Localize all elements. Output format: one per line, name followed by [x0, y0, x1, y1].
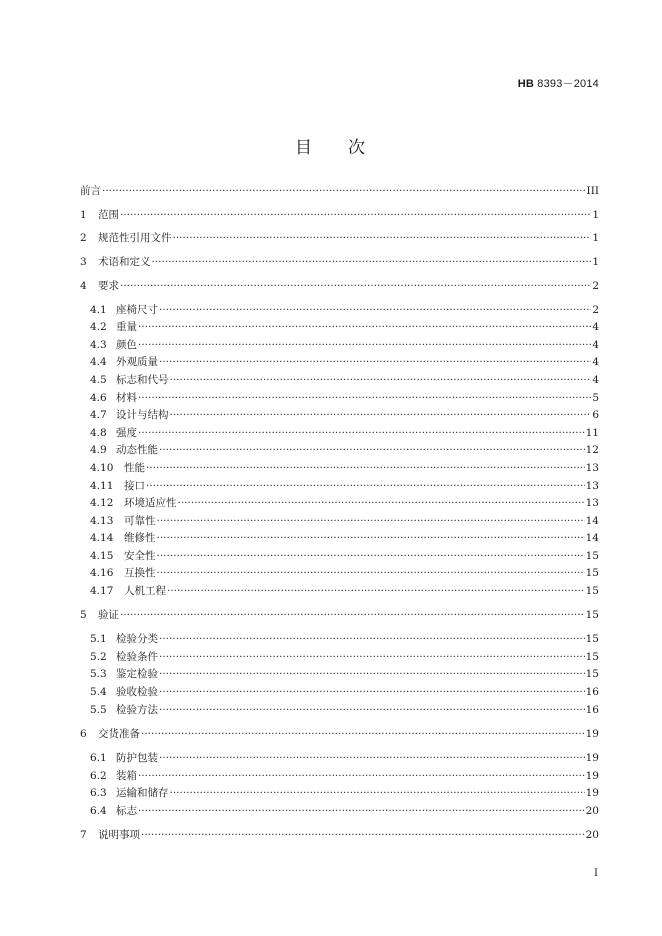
toc-entry-number: 4: [80, 280, 87, 292]
toc-leader-dots: [120, 207, 591, 223]
toc-entry-page: 15: [585, 585, 599, 597]
toc-leader-dots: [178, 495, 585, 511]
toc-entry-label: 交货准备: [98, 728, 140, 740]
toc-entry-number: 4.14: [90, 532, 114, 544]
toc-entry-number: 5.4: [90, 686, 107, 698]
toc-entry-page: 6: [592, 409, 599, 421]
toc-leader-dots: [159, 354, 591, 370]
toc-entry-number: 4.5: [90, 374, 107, 386]
toc-entry[interactable]: [90, 513, 599, 529]
toc-entry[interactable]: [80, 278, 599, 294]
toc-entry-number: 4.15: [90, 550, 114, 562]
toc-entry[interactable]: [90, 750, 599, 766]
toc-entry-label: 维修性: [124, 532, 156, 544]
toc-entry[interactable]: [90, 337, 599, 353]
toc-entry-label: 鉴定检验: [116, 668, 158, 680]
toc-entry-number: 6.1: [90, 752, 107, 764]
toc-entry-page: 2: [592, 304, 599, 316]
toc-leader-dots: [159, 442, 585, 458]
toc-entry-label: 环境适应性: [124, 497, 177, 509]
toc-entry-number: 4.10: [90, 462, 114, 474]
standard-prefix: HB: [517, 78, 534, 90]
toc-entry-number: 4.16: [90, 567, 114, 579]
toc-entry-label: 标志和代号: [116, 374, 169, 386]
toc-entry-label: 强度: [116, 427, 137, 439]
toc-entry-page: 15: [585, 651, 599, 663]
toc-entry-page: 13: [585, 480, 599, 492]
toc-leader-dots: [170, 785, 585, 801]
toc-entry-number: 4.3: [90, 339, 107, 351]
toc-leader-dots: [167, 583, 585, 599]
toc-entry[interactable]: [80, 254, 599, 270]
toc-entry-label: 重量: [116, 321, 137, 333]
toc-entry-page: 15: [585, 550, 599, 562]
toc-leader-dots: [152, 254, 592, 270]
toc-entry[interactable]: [90, 354, 599, 370]
toc-entry-page: 14: [585, 515, 599, 527]
toc-entry-page: 13: [585, 497, 599, 509]
toc-leader-dots: [157, 548, 585, 564]
toc-entry-label: 设计与结构: [116, 409, 169, 421]
toc-entry-number: 5.5: [90, 704, 107, 716]
title-char-left: 目: [295, 138, 314, 158]
toc-entry-page: 1: [592, 232, 599, 244]
toc-entry[interactable]: [90, 495, 599, 511]
toc-entry-number: 4.2: [90, 321, 107, 333]
toc-entry-page: 19: [585, 728, 599, 740]
standard-code: [518, 75, 599, 91]
toc-leader-dots: [159, 649, 585, 665]
toc-entry-page: 20: [585, 829, 599, 841]
toc-entry-label: 范围: [98, 209, 119, 221]
toc-entry[interactable]: [90, 565, 599, 581]
toc-entry-number: 4.4: [90, 356, 107, 368]
toc-entry-page: 19: [585, 752, 599, 764]
toc-entry-label: 验证: [98, 609, 119, 621]
toc-entry[interactable]: [90, 684, 599, 700]
toc-entry-number: 2: [80, 232, 87, 244]
toc-entry-label: 材料: [116, 392, 137, 404]
toc-leader-dots: [157, 530, 585, 546]
toc-entry[interactable]: [80, 230, 599, 246]
toc-entry-page: 15: [585, 609, 599, 621]
toc-entry-number: 5.3: [90, 668, 107, 680]
toc-entry[interactable]: [90, 407, 599, 423]
toc-leader-dots: [157, 513, 585, 529]
toc-entry-page: 13: [585, 462, 599, 474]
toc-leader-dots: [120, 607, 585, 623]
toc-leader-dots: [120, 278, 591, 294]
toc-entry-number: 4.7: [90, 409, 107, 421]
toc-entry-page: 4: [592, 321, 599, 333]
toc-entry[interactable]: [90, 649, 599, 665]
toc-entry-number: 6.3: [90, 787, 107, 799]
toc-leader-dots: [138, 337, 591, 353]
toc-entry[interactable]: [90, 425, 599, 441]
toc-entry-page: 12: [585, 444, 599, 456]
toc-entry-page: 16: [585, 704, 599, 716]
title-char-right: 次: [348, 138, 367, 158]
toc-leader-dots: [138, 319, 591, 335]
toc-leader-dots: [159, 702, 585, 718]
toc-entry-label: 装箱: [116, 770, 137, 782]
toc-leader-dots: [159, 631, 585, 647]
toc-leader-dots: [146, 478, 585, 494]
toc-entry[interactable]: [90, 803, 599, 819]
toc-entry-label: 动态性能: [116, 444, 158, 456]
toc-entry-label: 要求: [98, 280, 119, 292]
toc-leader-dots: [159, 302, 591, 318]
toc-entry[interactable]: [90, 442, 599, 458]
toc-entry[interactable]: [90, 785, 599, 801]
toc-leader-dots: [170, 372, 592, 388]
toc-entry-number: 4.12: [90, 497, 114, 509]
toc-entry-page: 15: [585, 567, 599, 579]
standard-number: 8393－2014: [537, 78, 599, 90]
toc-entry-page: 19: [585, 770, 599, 782]
toc-entry-number: 4.6: [90, 392, 107, 404]
toc-entry[interactable]: [90, 548, 599, 564]
toc-entry-page: 4: [592, 339, 599, 351]
toc-entry[interactable]: [90, 372, 599, 388]
toc-entry-page: 4: [592, 374, 599, 386]
toc-leader-dots: [159, 684, 585, 700]
toc-entry-page: 5: [592, 392, 599, 404]
toc-entry-number: 4.8: [90, 427, 107, 439]
toc-entry-number: 4.13: [90, 515, 114, 527]
toc-entry-label: 标志: [116, 805, 137, 817]
toc-entry-label: 座椅尺寸: [116, 304, 158, 316]
toc-entry[interactable]: [90, 583, 599, 599]
toc-entry[interactable]: [90, 302, 599, 318]
toc-entry[interactable]: [90, 390, 599, 406]
toc-leader-dots: [138, 425, 585, 441]
toc-entry-label: 验收检验: [116, 686, 158, 698]
page-number: I: [594, 868, 598, 879]
toc-leader-dots: [170, 407, 592, 423]
toc-leader-dots: [159, 666, 585, 682]
toc-entry[interactable]: [90, 319, 599, 335]
toc-entry-label: 颜色: [116, 339, 137, 351]
toc-leader-dots: [138, 768, 585, 784]
toc-entry[interactable]: [80, 827, 599, 843]
page-title: [0, 133, 662, 158]
toc-entry-number: 3: [80, 256, 87, 268]
toc-entry[interactable]: [80, 726, 599, 742]
toc-entry-label: 人机工程: [124, 585, 166, 597]
toc-leader-dots: [138, 390, 591, 406]
toc-entry-number: 4.17: [90, 585, 114, 597]
toc-entry[interactable]: [90, 530, 599, 546]
toc-entry-number: 7: [80, 829, 87, 841]
toc-entry-page: 1: [592, 256, 599, 268]
toc-entry-number: 5.2: [90, 651, 107, 663]
toc-entry[interactable]: [90, 478, 599, 494]
toc-leader-dots: [146, 460, 585, 476]
toc-entry-page: 11: [585, 427, 599, 439]
toc-entry-page: 16: [585, 686, 599, 698]
toc-entry[interactable]: [90, 631, 599, 647]
toc-entry-label: 说明事项: [98, 829, 140, 841]
toc-entry-label: 运输和储存: [116, 787, 169, 799]
toc-entry-number: 6.2: [90, 770, 107, 782]
toc-entry[interactable]: [80, 207, 599, 223]
toc-leader-dots: [157, 565, 585, 581]
toc-leader-dots: [141, 726, 585, 742]
toc-entry-page: 20: [585, 805, 599, 817]
toc-entry-label: 防护包装: [116, 752, 158, 764]
toc-entry-label: 安全性: [124, 550, 156, 562]
toc-entry-label: 术语和定义: [98, 256, 151, 268]
toc-leader-dots: [173, 230, 592, 246]
toc-entry-number: 5: [80, 609, 87, 621]
toc-leader-dots: [141, 827, 585, 843]
toc-leader-dots: [102, 183, 586, 199]
toc-entry-label: 前言: [80, 185, 101, 197]
toc-entry-label: 规范性引用文件: [98, 232, 172, 244]
toc-entry-number: 5.1: [90, 633, 107, 645]
toc-leader-dots: [138, 803, 585, 819]
toc-entry-number: 4.1: [90, 304, 107, 316]
toc-entry-label: 检验方法: [116, 704, 158, 716]
toc-entry-page: 1: [592, 209, 599, 221]
toc-entry-page: 2: [592, 280, 599, 292]
toc-entry[interactable]: [90, 460, 599, 476]
toc-entry-page: 15: [585, 668, 599, 680]
toc-entry-label: 检验分类: [116, 633, 158, 645]
toc-entry-number: 6: [80, 728, 87, 740]
toc-entry-number: 1: [80, 209, 87, 221]
toc-entry-number: 6.4: [90, 805, 107, 817]
toc-entry-label: 接口: [124, 480, 145, 492]
toc-entry-label: 可靠性: [124, 515, 156, 527]
toc-entry[interactable]: [90, 666, 599, 682]
toc-entry-number: 4.11: [90, 480, 114, 492]
toc-entry-page: III: [586, 185, 599, 197]
toc-entry-label: 检验条件: [116, 651, 158, 663]
toc-entry-label: 互换性: [124, 567, 156, 579]
toc-entry[interactable]: [80, 607, 599, 623]
toc-entry[interactable]: [80, 183, 599, 199]
toc-entry[interactable]: [90, 768, 599, 784]
toc-entry[interactable]: [90, 702, 599, 718]
toc-entry-label: 外观质量: [116, 356, 158, 368]
toc-entry-label: 性能: [124, 462, 145, 474]
toc-entry-number: 4.9: [90, 444, 107, 456]
toc-leader-dots: [159, 750, 585, 766]
toc-entry-page: 14: [585, 532, 599, 544]
toc-entry-page: 19: [585, 787, 599, 799]
toc-entry-page: 15: [585, 633, 599, 645]
toc-entry-page: 4: [592, 356, 599, 368]
